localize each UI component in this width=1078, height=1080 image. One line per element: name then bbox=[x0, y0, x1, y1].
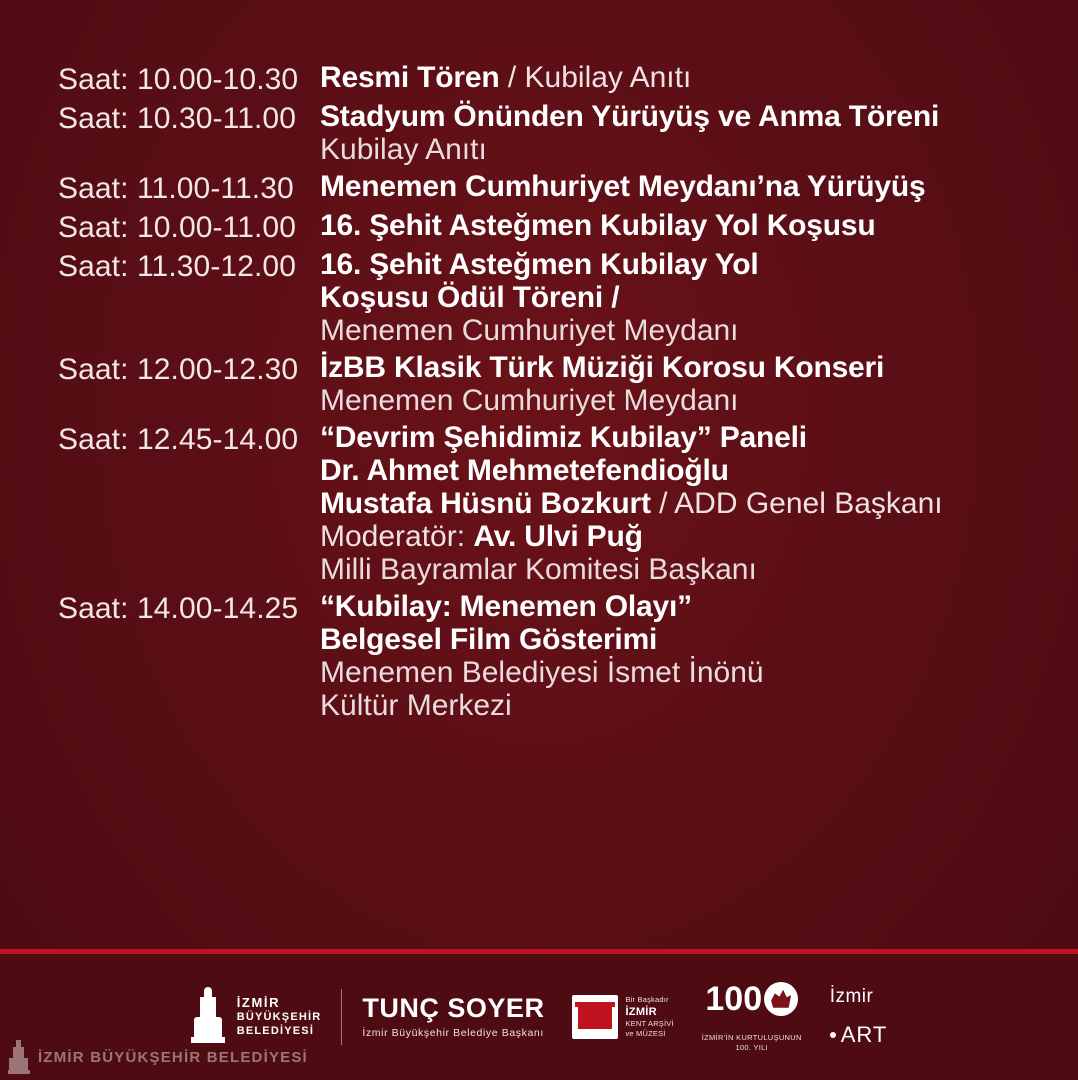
dot-icon bbox=[830, 1032, 836, 1038]
schedule-description bbox=[320, 60, 1038, 93]
schedule-venue: Kubilay Anıtı bbox=[320, 133, 487, 166]
schedule-time: Saat: 14.00-14.25 bbox=[58, 592, 299, 625]
schedule-title-rest: / Kubilay Anıtı bbox=[499, 61, 692, 94]
izmir-art-bottom: ART bbox=[840, 1021, 888, 1047]
schedule-row bbox=[58, 169, 1038, 204]
schedule-moderator-label: Moderatör: bbox=[320, 520, 474, 553]
schedule-time: Saat: 11.00-11.30 bbox=[58, 172, 294, 205]
schedule-time: Saat: 10.30-11.00 bbox=[58, 102, 296, 135]
centenary-mark bbox=[705, 979, 798, 1018]
izmir-line2: BÜYÜKŞEHİR bbox=[236, 1011, 322, 1024]
schedule-title: “Kubilay: Menemen Olayı” bbox=[320, 590, 692, 623]
schedule-row bbox=[58, 247, 1038, 346]
schedule-moderator-role: Milli Bayramlar Komitesi Başkanı bbox=[320, 553, 757, 586]
schedule-moderator-name: Av. Ulvi Puğ bbox=[473, 520, 643, 553]
schedule-title: “Devrim Şehidimiz Kubilay” Paneli bbox=[320, 421, 807, 454]
schedule-time: Saat: 12.00-12.30 bbox=[58, 353, 299, 386]
schedule-title: Stadyum Önünden Yürüyüş ve Anma Töreni bbox=[320, 100, 940, 133]
schedule-row bbox=[58, 350, 1038, 416]
schedule-row bbox=[58, 99, 1038, 165]
logo-separator bbox=[341, 989, 342, 1045]
schedule-time: Saat: 11.30-12.00 bbox=[58, 250, 296, 283]
schedule-row bbox=[58, 60, 1038, 95]
izmir-metropolitan-label bbox=[237, 995, 322, 1039]
city-archive-label bbox=[625, 995, 673, 1039]
schedule-description bbox=[320, 247, 1038, 346]
schedule-title-line2: Belgesel Film Gösterimi bbox=[320, 623, 658, 656]
mayor-name: TUNÇ SOYER bbox=[362, 993, 545, 1023]
watermark-tower-icon bbox=[8, 1040, 30, 1074]
centenary-caption-line2: 100. YILI bbox=[735, 1042, 769, 1052]
schedule-venue: Menemen Cumhuriyet Meydanı bbox=[320, 314, 739, 347]
archive-pre: Bir Başkadır bbox=[625, 995, 669, 1005]
city-archive-logo bbox=[558, 995, 687, 1039]
schedule-title: 16. Şehit Asteğmen Kubilay Yol Koşusu bbox=[320, 209, 876, 242]
mayor-title: İzmir Büyükşehir Belediye Başkanı bbox=[362, 1027, 544, 1039]
schedule-description bbox=[320, 420, 1038, 585]
schedule-speaker-2: Mustafa Hüsnü Bozkurt bbox=[320, 487, 651, 520]
schedule-time: Saat: 10.00-11.00 bbox=[58, 211, 296, 244]
schedule-description bbox=[320, 99, 1038, 165]
izmir-line1: İZMİR bbox=[236, 995, 281, 1011]
schedule-description bbox=[320, 589, 1038, 721]
mayor-logo bbox=[348, 995, 558, 1039]
ataturk-horse-icon bbox=[764, 982, 798, 1016]
clock-tower-icon bbox=[191, 987, 225, 1047]
schedule-row bbox=[58, 208, 1038, 243]
schedule-venue: Menemen Cumhuriyet Meydanı bbox=[320, 384, 739, 417]
schedule-title: İzBB Klasik Türk Müziği Korosu Konseri bbox=[320, 351, 885, 384]
schedule-title: 16. Şehit Asteğmen Kubilay Yol bbox=[320, 248, 759, 281]
izmir-art-top: İzmir bbox=[829, 985, 874, 1007]
schedule-venue-line2: Kültür Merkezi bbox=[320, 689, 512, 722]
watermark bbox=[8, 1040, 308, 1074]
schedule-row bbox=[58, 589, 1038, 721]
izmir-line3: BELEDİYESİ bbox=[236, 1025, 315, 1038]
archive-line1: İZMİR bbox=[625, 1005, 657, 1018]
archive-line2: KENT ARŞİVİ bbox=[625, 1019, 674, 1029]
schedule-description bbox=[320, 169, 1038, 202]
archive-line3: ve MÜZESİ bbox=[625, 1029, 666, 1039]
centenary-caption bbox=[702, 1033, 802, 1053]
schedule-description bbox=[320, 350, 1038, 416]
centenary-number: 100 bbox=[705, 979, 763, 1018]
schedule-title: Resmi Tören bbox=[320, 61, 500, 94]
schedule-description bbox=[320, 208, 1038, 241]
schedule-row bbox=[58, 420, 1038, 585]
schedule-title: Menemen Cumhuriyet Meydanı’na Yürüyüş bbox=[320, 170, 926, 203]
watermark-text: İZMİR BÜYÜKŞEHİR BELEDİYESİ bbox=[38, 1048, 308, 1066]
schedule-speaker-2-role: / ADD Genel Başkanı bbox=[650, 487, 943, 520]
izmir-metropolitan-logo bbox=[177, 987, 336, 1047]
schedule-venue: Menemen Belediyesi İsmet İnönü bbox=[320, 656, 764, 689]
izmir-art-logo bbox=[816, 987, 902, 1047]
archive-building-icon bbox=[572, 995, 618, 1039]
centenary-caption-line1: İZMİR’İN KURTULUŞUNUN bbox=[701, 1032, 802, 1042]
schedule-title-line2: Koşusu Ödül Töreni / bbox=[320, 281, 620, 314]
schedule-speaker-1: Dr. Ahmet Mehmetefendioğlu bbox=[320, 454, 729, 487]
izmir-art-bottom-row bbox=[830, 1023, 888, 1047]
centenary-logo bbox=[688, 979, 816, 1053]
schedule-time: Saat: 10.00-10.30 bbox=[58, 63, 299, 96]
schedule-time: Saat: 12.45-14.00 bbox=[58, 423, 299, 456]
